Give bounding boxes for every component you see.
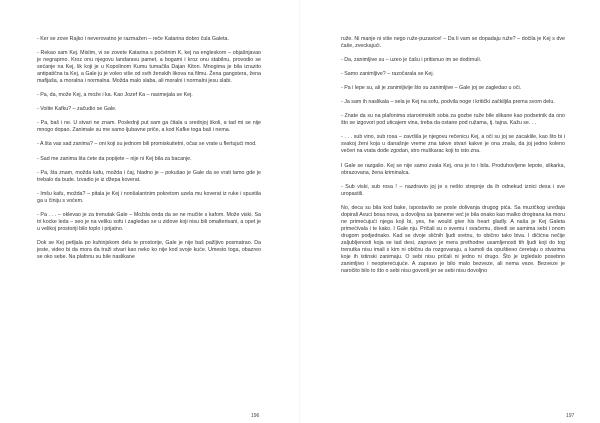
left-paragraph-3: - Pa, da, može Kej, a može i ka. Kao Jozef Ka – nasmejala se Kej. — [37, 92, 193, 99]
left-paragraph-2: - Rekao sam Kej. Mislim, vi se zovete Katarina s početnim K, kej na engleskom – objašnjavao je negraprno. Kroz onu njegovu landaravu pamet, a bogami i kroz onu stabilnu, provodio se sećanje na Kej, lik koji je u Kopolinom Kumu tumačila Dajan Kiton. Mnogima je bila izrazito antipatična ta Kej, a Gale ju je voleo više od svih ženskih likova na filmu. Žena gangstera, žena mafijaša, a moralna i normalna. Možda malo slaba, ali moralni i normalni jesu slabi. — [37, 50, 261, 85]
right-paragraph-8: I Gale se razgalio. Kej se nije samo zvala Kej, ona je to i bila. Produhovljene lepote, slikarka, obrazovana, žena kriminalca. — [341, 162, 565, 176]
right-paragraph-2: - Da, zanimljive su – uzeo je čašu i pritisnuo im se dodirnuli. — [341, 57, 482, 64]
right-paragraph-10: No, deca su bila kod bake, ispostavilo se posle dolivanja drugog pića. Sa muzičkog uređaja dopirali Avuci bosa nova, a dovoljna sa lpaneme već je bila onako kao malko drogirana ka moru ne primećujući njega koji bi, yes, he would give his heart gladly. A naša je Kej Galeta primećivala i te kako. I Gale nju. Pričali su o svemu i svačemu, divedi se samima sebi i onom drugom podjednako. Kad se dvoje sličnih ljudi sretnu, to obično tako biva. I dičićna nečije zaljubljenosti koja se tad desi, zapravo je mera prethodne usamljenosti tih ljudi koji do tog trenutka nisu imali s kim ni običnu da rozgovaraju, a kamoli da opuštiено ćeretaju o stvarima koje ih istinski zanimaju. O sebi nisu pričali ni jedno ni drugo. Što je izgledalo posebno zanimljivo i neopterećujuće. A zapravo je bilo malo bezveze, ali nema veze. Bezveze je naročito bilo to što o sebi nisu govorili jer se sebi nisu dovoljno — [341, 204, 565, 275]
right-paragraph-4: - Pa i lepe su, ali je zanimljivije što su zanimljive – Gale joj se zagledao u oči. — [341, 85, 522, 92]
left-paragraph-7: - Sad me zanima šta ćete da popijete – nije ni Kej bila za bacanje. — [37, 155, 192, 162]
right-paragraph-9: - Sub viski, sub rosa ! – nazdravio joj je s nešto strepnje da ih odnekud iznici desa i sve uropastili. — [341, 183, 565, 197]
left-paragraph-11: Dok se Kej petljala po kuhinjskom delu te prostorije, Gale je nije baš pažljivo posmatrao. Da jeste, video bi da mora da traži stvari kao neko ko nije kod svoje kuće. Umesto toga, obazreo se oko sebe. Na plafonu su bile naslikane — [37, 239, 261, 260]
right-page-text — [341, 36, 565, 282]
left-paragraph-6: - A šta vas sad zanima? – oni koji su jednom bili promiskuitetni, očas se vrate u flertujući mod. — [37, 141, 257, 148]
left-paragraph-8: - Pa, šta znam, možda kafu, možda i čaj, hladno je – pokušao je Gale da se vrati tamo gde je trebalo da bude. Izvadio je iz džepa koverat. — [37, 169, 261, 183]
left-paragraph-4: - Volite Kafku? – začudio se Gale. — [37, 106, 117, 113]
left-paragraph-10: - Pa . . . – oklevao je za trenutak Gale – Možda onda da se ne mučite s kafom. Može viski. Sa tri kocke leda – seo je na veliku sofu i zagledao se u zidove koji nisu bili omalterisani, a opet je u velikoj prostoriji bilo toplo i prijatno. — [37, 211, 261, 232]
left-paragraph-5: - Pa, baš i ne. U stvari ne znam. Poslednji put sam ga čitala u srednjoj školi, a tad mi se nije mnogo dopao. Zanimale su me samo ljubavne priče, a kod Kafke toga baš i nema. — [37, 120, 261, 134]
left-page-number: 196 — [251, 413, 260, 419]
right-paragraph-7: - . . . sub vino, sub rosa – završila je njegovu rečenicu Kej, a oči su joj se zacaklile, kao što bi i svakoj ženi koja u današnje vreme zna takve stvari kakve je ona znala, da joj jedno koleno večeri na vrata dođe zgodan, stro muškarac koji to isto zna. — [341, 134, 565, 155]
left-paragraph-1: - Ker se zove Rajko i neverovatno je razmažen – reče Katarina dobro čula Galeta. — [37, 36, 229, 42]
right-paragraph-5: - Ja sam ih naslikala – sela je Kej na sofu, podvila noge i kritički začkiljila prema svom delu. — [341, 99, 555, 106]
right-paragraph-1: ruže. Ni manje ni više nego ruže-puzavice! – Da li vam se dopadaju ruže? – dočila je Kej s dve čaše, zveckajući. — [341, 36, 565, 50]
left-paragraph-9: - Imšu kafu, možda? – pitala je Kej i nonšalantnim pokretom uzela mu koverat iz ruke i spustila ga u činiju s voćem. — [37, 190, 261, 204]
left-page-text — [37, 36, 261, 268]
right-paragraph-3: - Samo zanimljive? – razočarala se Kej. — [341, 71, 435, 78]
right-page-number: 197 — [566, 413, 575, 419]
right-paragraph-6: - Znate da su na plafonima starorimskih soba za gozbe ruže bile slikane kao podsetnik da ono što se izgovori pod uticajem vina, treba da ostane pod ružama, tj. tajna. Kažu se. . . — [341, 113, 565, 127]
right-page — [300, 0, 600, 423]
